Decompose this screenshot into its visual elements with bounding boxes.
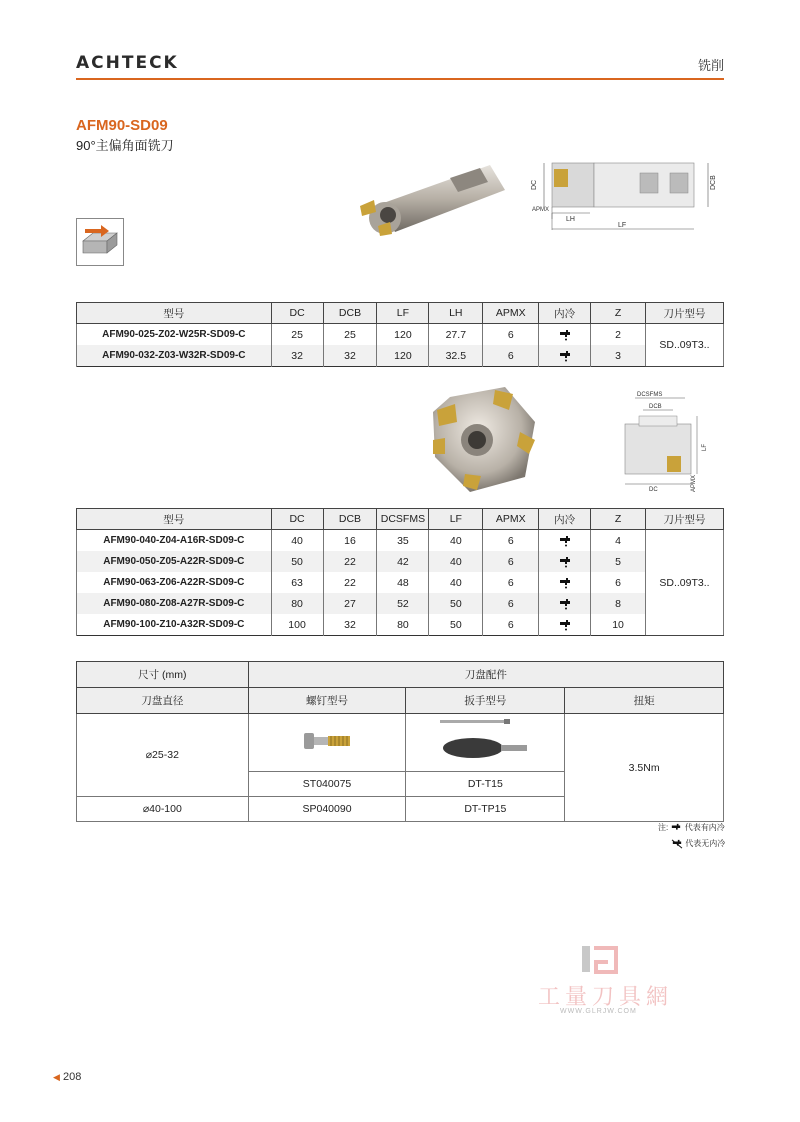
diameter-range-2: ⌀40-100	[77, 797, 249, 822]
arbor-spec-table	[76, 508, 724, 636]
col-cutter-diameter: 刀盘直径	[77, 688, 249, 714]
parts-header: 刀盘配件	[248, 662, 723, 688]
section-title: 铣削	[697, 58, 724, 73]
shank-spec-table	[76, 302, 724, 367]
page-number: ◀ 208	[53, 1071, 82, 1083]
dim-dcsfms-label: DCSFMS	[637, 392, 663, 398]
coolant-icon	[539, 614, 591, 636]
wrench-image	[406, 714, 565, 772]
col-apmx: APMX	[483, 509, 539, 530]
table-row: AFM90-040-Z04-A16R-SD09-C 40 16 35 40 6 4 SD..09T3..	[77, 530, 724, 552]
face-mill-drawing	[605, 388, 710, 493]
no-coolant-note: 代表无内冷	[671, 838, 725, 849]
coolant-icon	[539, 345, 591, 367]
watermark-url: WWW.GLRJW.COM	[560, 1008, 637, 1015]
watermark-text: 工量刀具網	[538, 984, 674, 1009]
col-lf: LF	[377, 303, 429, 324]
shank-cutter-drawing	[530, 155, 725, 235]
screw-code: ST040075	[248, 772, 406, 797]
dim-dc-label: DC	[531, 179, 538, 190]
coolant-icon	[539, 324, 591, 346]
dim-lf-label: LF	[618, 222, 627, 229]
col-apmx: APMX	[483, 303, 539, 324]
table-row: AFM90-050-Z05-A22R-SD09-C 50 22 42 40 6 5	[77, 551, 724, 572]
dim-dc-label: DC	[649, 487, 658, 493]
size-header: 尺寸 (mm)	[77, 662, 249, 688]
coolant-icon	[539, 572, 591, 593]
product-code: AFM90-SD09	[76, 117, 168, 134]
coolant-icon	[670, 823, 682, 833]
col-insert: 刀片型号	[646, 509, 724, 530]
col-dcb: DCB	[323, 303, 377, 324]
dim-apmx-label: APMX	[532, 207, 550, 213]
table-row: AFM90-025-Z02-W25R-SD09-C 25 25 120 27.7 6 2 SD..09T3..	[77, 324, 724, 346]
coolant-icon	[539, 551, 591, 572]
dim-dcb-label: DCB	[710, 175, 717, 190]
col-model: 型号	[77, 303, 272, 324]
header-rule	[76, 78, 724, 80]
product-subtitle: 90°主偏角面铣刀	[76, 138, 174, 153]
dim-lf-label: LF	[702, 443, 708, 451]
diameter-range-1: ⌀25-32	[77, 714, 249, 797]
table-header-row	[77, 303, 724, 324]
wrench-code: DT-T15	[406, 772, 565, 797]
col-wrench: 扳手型号	[406, 688, 565, 714]
coolant-icon	[539, 530, 591, 552]
col-dc: DC	[271, 303, 323, 324]
torque-value: 3.5Nm	[565, 714, 724, 822]
no-coolant-icon	[671, 839, 683, 849]
dim-apmx-label: APMX	[691, 474, 697, 492]
col-z: Z	[591, 509, 646, 530]
brand-logo: ACHTECK	[76, 53, 179, 73]
screw-code: SP040090	[248, 797, 406, 822]
col-screw: 螺钉型号	[248, 688, 406, 714]
table-row: AFM90-100-Z10-A32R-SD09-C 100 32 80 50 6 10	[77, 614, 724, 636]
col-torque: 扭矩	[565, 688, 724, 714]
wrench-code: DT-TP15	[406, 797, 565, 822]
screw-image	[248, 714, 406, 772]
col-lf: LF	[429, 509, 483, 530]
coolant-note: 注: 代表有内冷	[658, 823, 725, 832]
shank-cutter-image	[350, 160, 510, 240]
col-lh: LH	[429, 303, 483, 324]
table-header-row	[77, 509, 724, 530]
insert-type: SD..09T3..	[646, 324, 724, 367]
col-model: 型号	[77, 509, 272, 530]
table-row: AFM90-080-Z08-A27R-SD09-C 80 27 52 50 6 8	[77, 593, 724, 614]
table-row: AFM90-063-Z06-A22R-SD09-C 63 22 48 40 6 6	[77, 572, 724, 593]
face-milling-operation-icon	[76, 218, 124, 266]
col-coolant: 内冷	[539, 509, 591, 530]
accessories-table	[76, 661, 724, 822]
col-dc: DC	[271, 509, 323, 530]
col-insert: 刀片型号	[646, 303, 724, 324]
col-coolant: 内冷	[539, 303, 591, 324]
coolant-icon	[539, 593, 591, 614]
dim-lh-label: LH	[566, 216, 575, 223]
col-dcb: DCB	[323, 509, 377, 530]
triangle-left-icon: ◀	[53, 1072, 60, 1082]
insert-type: SD..09T3..	[646, 530, 724, 636]
dim-dcb-label: DCB	[649, 404, 662, 410]
col-z: Z	[591, 303, 646, 324]
table-row: AFM90-032-Z03-W32R-SD09-C 32 32 120 32.5 6 3	[77, 345, 724, 367]
watermark-logo-icon	[578, 944, 624, 981]
face-mill-image	[425, 382, 545, 497]
col-dcsfms: DCSFMS	[377, 509, 429, 530]
